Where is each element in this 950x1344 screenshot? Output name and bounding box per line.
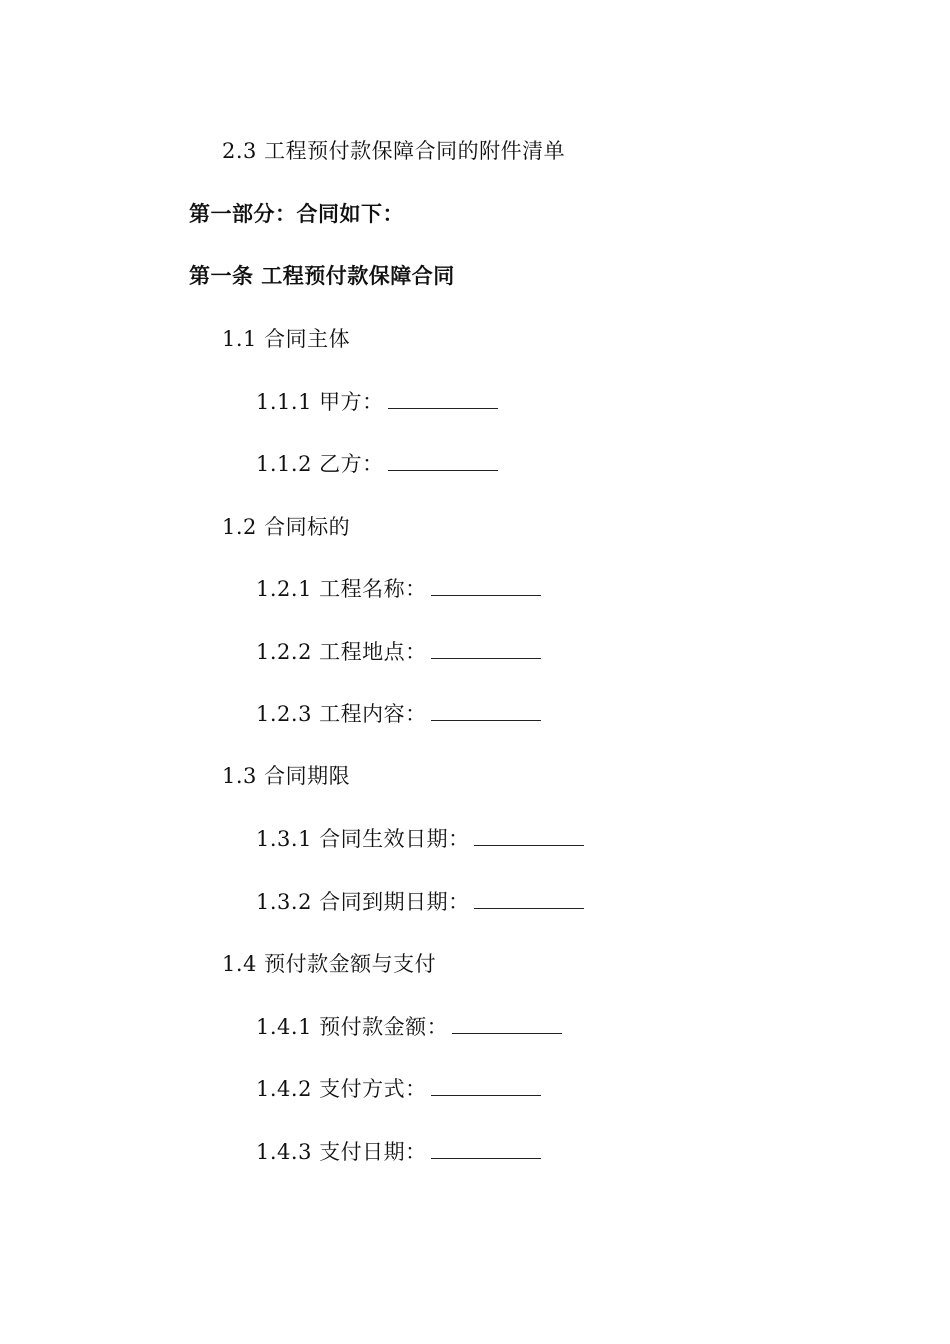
blank-fill-line[interactable] [431, 638, 541, 659]
blank-fill-line[interactable] [431, 700, 541, 721]
clause-label: 1.2.1 工程名称： [256, 577, 427, 601]
blank-fill-line[interactable] [452, 1013, 562, 1034]
clause-label: 1.1.2 乙方： [256, 452, 384, 476]
clause-label: 1.4.2 支付方式： [256, 1077, 427, 1101]
clause-item [256, 1013, 562, 1041]
clause-item [256, 888, 584, 916]
clause-label: 1.2.3 工程内容： [256, 702, 427, 726]
blank-fill-line[interactable] [474, 825, 584, 846]
clause-label: 1.3.2 合同到期日期： [256, 890, 470, 914]
section-title [222, 325, 350, 353]
clause-item [256, 1138, 541, 1166]
blank-fill-line[interactable] [431, 575, 541, 596]
clause-label: 1.4.1 预付款金额： [256, 1015, 449, 1039]
clause-label: 1.4.3 支付日期： [256, 1140, 427, 1164]
clause-item [256, 638, 541, 666]
clause-item [256, 1075, 541, 1103]
clause-label: 1.2.2 工程地点： [256, 640, 427, 664]
appendix-item-text: 2.3 工程预付款保障合同的附件清单 [222, 139, 566, 163]
blank-fill-line[interactable] [388, 450, 498, 471]
section-title-text: 1.1 合同主体 [222, 327, 351, 351]
clause-item [256, 388, 498, 416]
clause-item [256, 575, 541, 603]
section-title [222, 762, 350, 790]
section-title [222, 513, 350, 541]
clause-label: 1.3.1 合同生效日期： [256, 827, 470, 851]
section-title-text: 1.3 合同期限 [222, 764, 351, 788]
blank-fill-line[interactable] [474, 888, 584, 909]
blank-fill-line[interactable] [431, 1075, 541, 1096]
article-heading-text: 第一条 工程预付款保障合同 [189, 264, 455, 288]
clause-item [256, 450, 498, 478]
part-heading [189, 200, 404, 228]
section-title-text: 1.4 预付款金额与支付 [222, 952, 437, 976]
clause-item [256, 825, 584, 853]
clause-item [256, 700, 541, 728]
blank-fill-line[interactable] [431, 1138, 541, 1159]
appendix-list-item [222, 137, 565, 165]
section-title-text: 1.2 合同标的 [222, 515, 351, 539]
article-heading [189, 262, 455, 290]
part-heading-text: 第一部分：合同如下： [189, 202, 404, 226]
blank-fill-line[interactable] [388, 388, 498, 409]
clause-label: 1.1.1 甲方： [256, 390, 384, 414]
section-title [222, 950, 436, 978]
